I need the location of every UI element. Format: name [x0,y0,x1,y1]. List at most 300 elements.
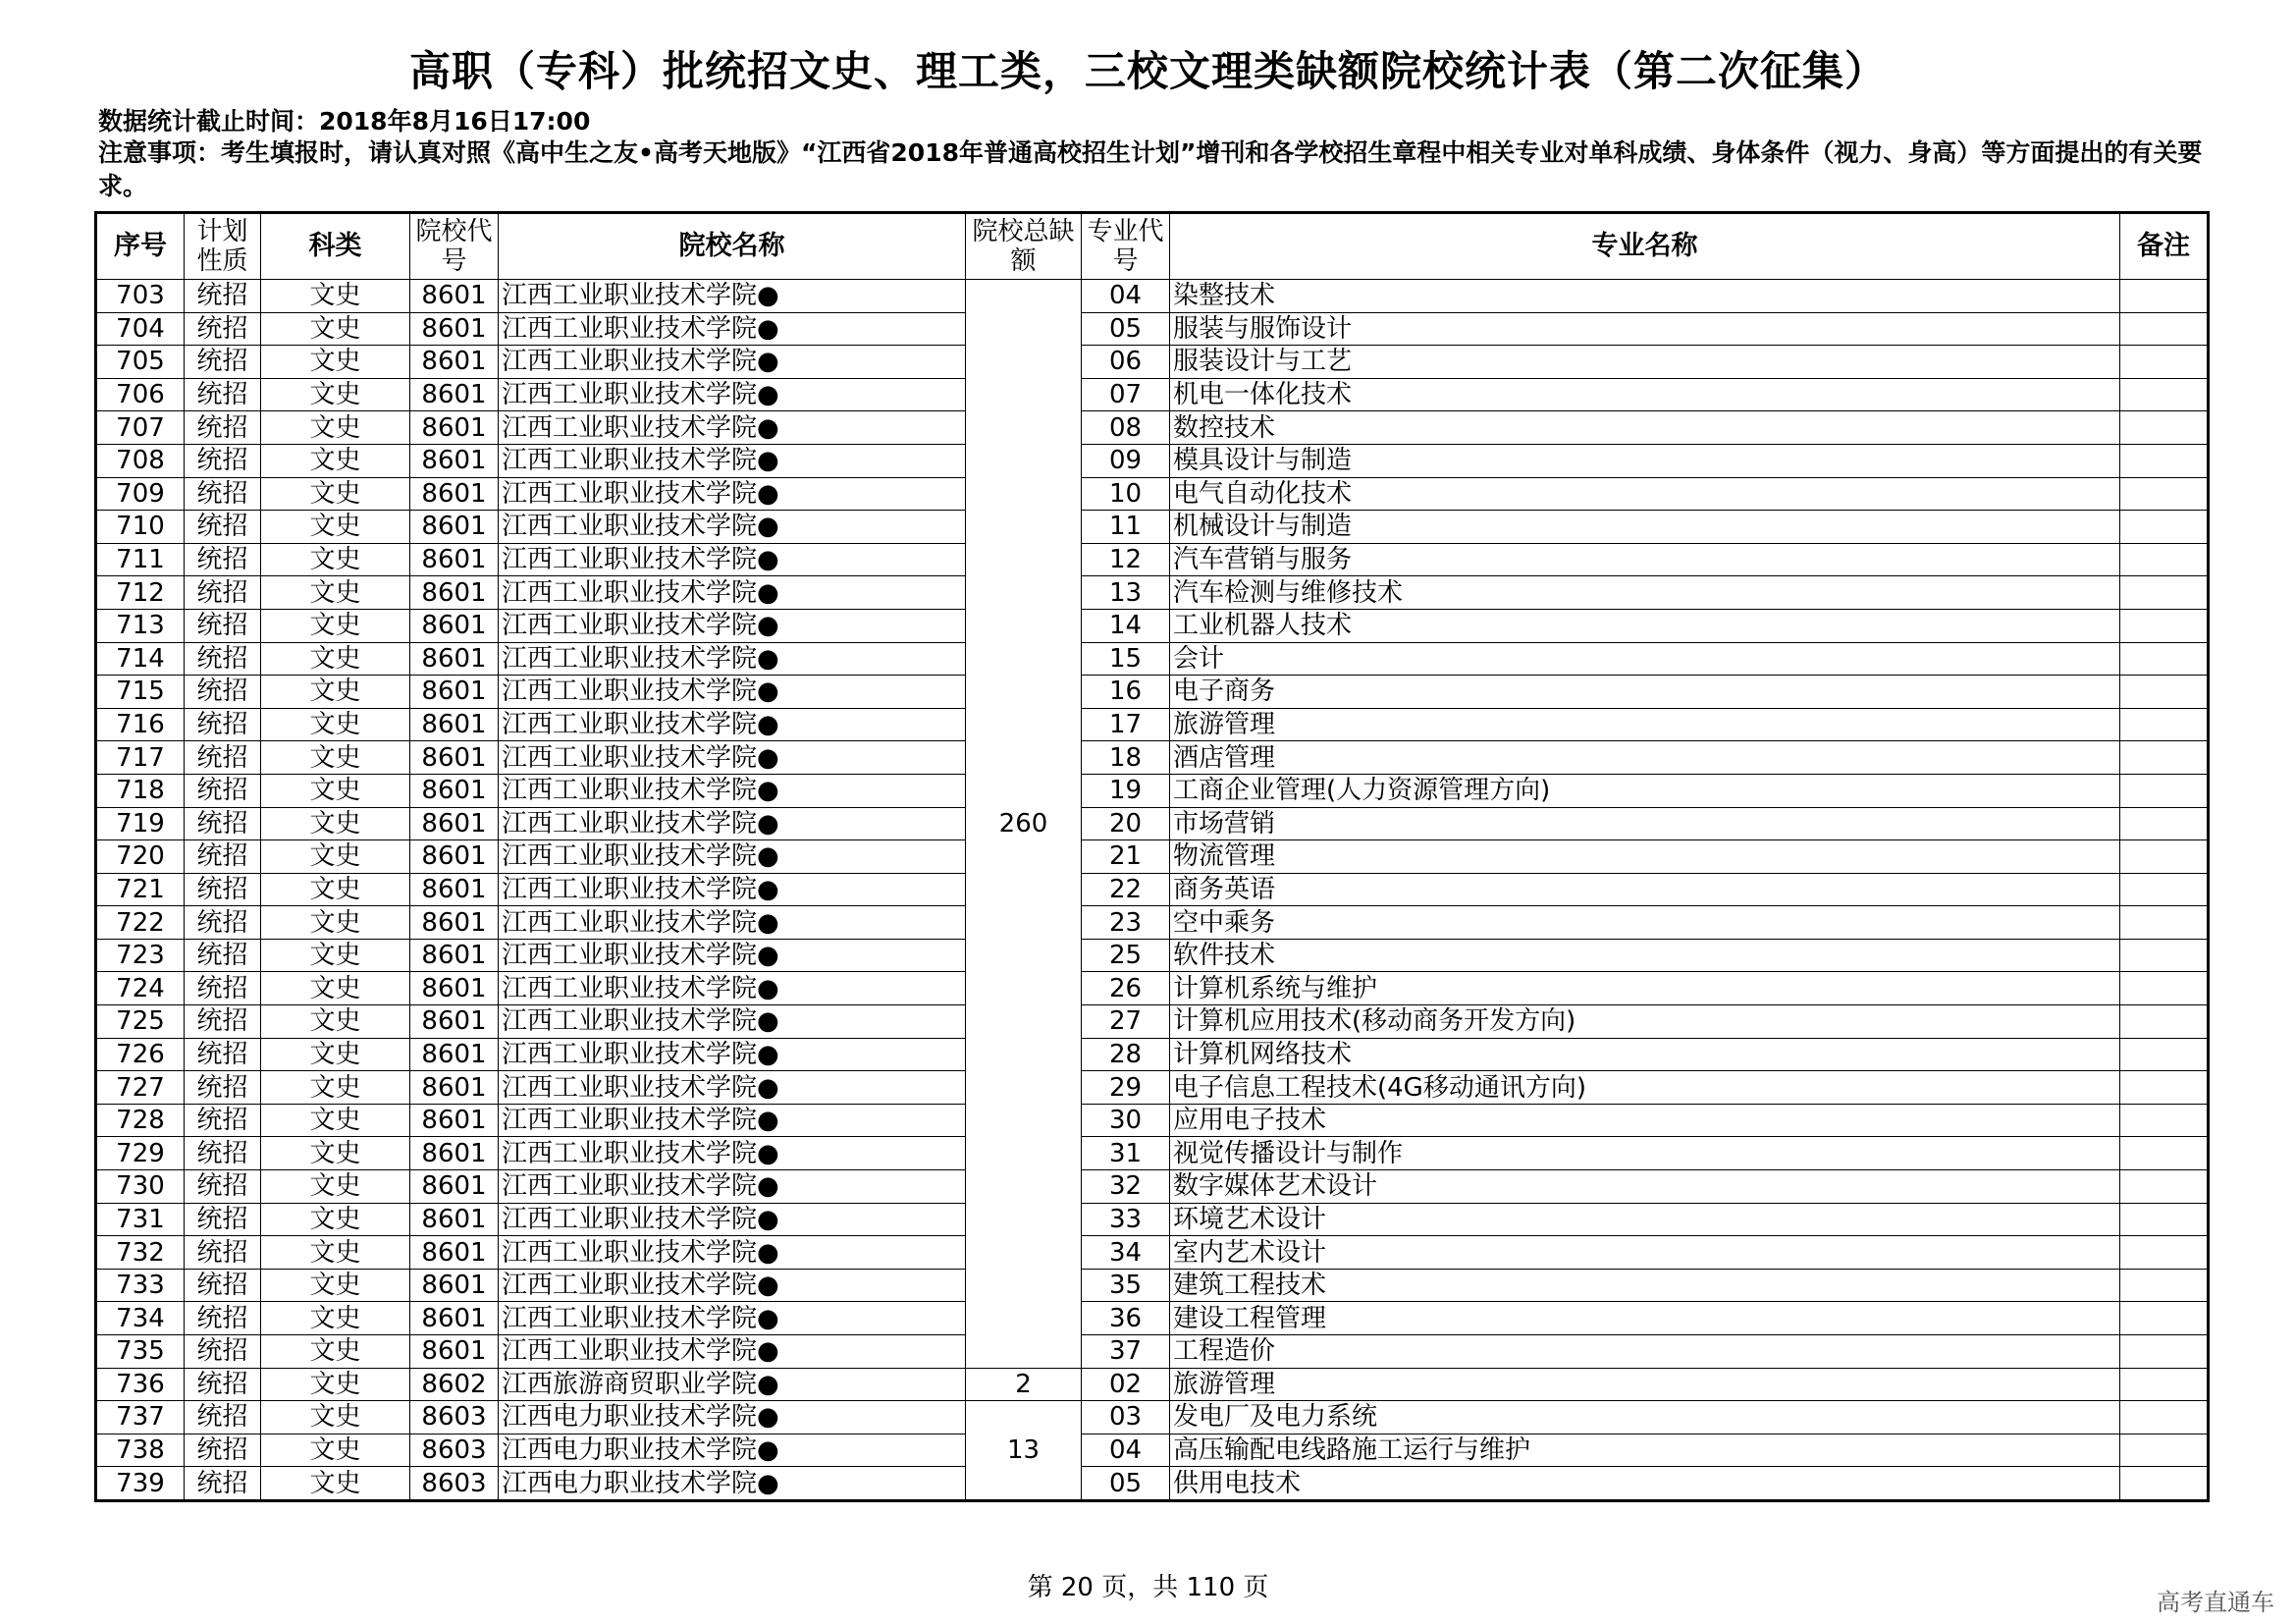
cell-school-name: 江西工业职业技术学院● [499,741,966,775]
cell-category: 文史 [261,444,410,477]
cell-school-name: 江西工业职业技术学院● [499,1137,966,1170]
cell-remarks [2120,1038,2209,1071]
cell-remarks [2120,807,2209,840]
cell-school-name: 江西电力职业技术学院● [499,1434,966,1467]
cell-seq: 719 [96,807,185,840]
cell-major-name: 汽车营销与服务 [1170,543,2120,576]
cell-remarks [2120,1467,2209,1501]
cell-category: 文史 [261,477,410,511]
cell-remarks [2120,1137,2209,1170]
cell-major-name: 酒店管理 [1170,741,2120,775]
cell-school-code: 8601 [410,543,499,576]
cell-seq: 716 [96,708,185,741]
cell-category: 文史 [261,609,410,642]
cell-remarks [2120,1368,2209,1401]
cell-school-vacancy: 2 [966,1368,1082,1401]
cell-school-code: 8601 [410,1005,499,1039]
cell-seq: 717 [96,741,185,775]
cell-major-code: 33 [1082,1203,1170,1236]
cell-remarks [2120,1401,2209,1435]
header-school-name: 院校名称 [499,213,966,280]
cell-plan-type: 统招 [185,1434,261,1467]
header-major-code: 专业代号 [1082,213,1170,280]
cell-major-name: 旅游管理 [1170,1368,2120,1401]
cell-school-name: 江西工业职业技术学院● [499,576,966,610]
page-title: 高职（专科）批统招文史、理工类，三校文理类缺额院校统计表（第二次征集） [408,47,1887,95]
table-row [96,511,2209,544]
header-school-vacancy: 院校总缺额 [966,213,1082,280]
cell-category: 文史 [261,1071,410,1105]
cell-plan-type: 统招 [185,1467,261,1501]
cell-seq: 732 [96,1236,185,1270]
table-row [96,840,2209,874]
cell-major-code: 18 [1082,741,1170,775]
cell-school-name: 江西工业职业技术学院● [499,511,966,544]
cell-major-name: 高压输配电线路施工运行与维护 [1170,1434,2120,1467]
cell-major-code: 13 [1082,576,1170,610]
table-row [96,280,2209,313]
cell-remarks [2120,444,2209,477]
cell-seq: 705 [96,346,185,379]
cell-remarks [2120,873,2209,906]
cell-major-code: 29 [1082,1071,1170,1105]
cell-remarks [2120,280,2209,313]
cell-category: 文史 [261,873,410,906]
cell-major-code: 32 [1082,1170,1170,1204]
cell-school-name: 江西工业职业技术学院● [499,477,966,511]
cell-major-code: 15 [1082,642,1170,676]
cell-school-name: 江西工业职业技术学院● [499,609,966,642]
cell-remarks [2120,378,2209,411]
header-seq: 序号 [96,213,185,280]
cell-school-code: 8601 [410,642,499,676]
cell-school-name: 江西旅游商贸职业学院● [499,1368,966,1401]
cell-category: 文史 [261,1401,410,1435]
header-plan-type: 计划性质 [185,213,261,280]
cell-major-code: 17 [1082,708,1170,741]
header-category: 科类 [261,213,410,280]
cell-remarks [2120,543,2209,576]
cell-major-name: 电子商务 [1170,676,2120,709]
cell-major-code: 05 [1082,312,1170,346]
cell-school-vacancy: 260 [966,280,1082,1369]
cell-remarks [2120,477,2209,511]
cell-seq: 729 [96,1137,185,1170]
cell-plan-type: 统招 [185,312,261,346]
cell-seq: 726 [96,1038,185,1071]
cell-school-code: 8601 [410,511,499,544]
cell-plan-type: 统招 [185,1368,261,1401]
cell-category: 文史 [261,939,410,972]
cell-plan-type: 统招 [185,444,261,477]
table-row [96,1038,2209,1071]
cell-category: 文史 [261,1170,410,1204]
cell-school-vacancy: 13 [966,1401,1082,1501]
cell-major-name: 服装与服饰设计 [1170,312,2120,346]
cell-plan-type: 统招 [185,642,261,676]
table-row [96,939,2209,972]
table-row [96,1104,2209,1137]
cell-major-name: 软件技术 [1170,939,2120,972]
cell-remarks [2120,1335,2209,1369]
cell-major-code: 08 [1082,411,1170,445]
cell-seq: 728 [96,1104,185,1137]
cell-major-code: 22 [1082,873,1170,906]
cell-remarks [2120,642,2209,676]
cell-school-code: 8603 [410,1434,499,1467]
cell-seq: 720 [96,840,185,874]
cell-seq: 733 [96,1269,185,1302]
cell-plan-type: 统招 [185,378,261,411]
cell-category: 文史 [261,807,410,840]
cell-major-name: 工业机器人技术 [1170,609,2120,642]
cell-major-name: 模具设计与制造 [1170,444,2120,477]
header-remarks: 备注 [2120,213,2209,280]
table-row [96,676,2209,709]
cell-major-code: 21 [1082,840,1170,874]
table-row [96,378,2209,411]
cell-major-code: 28 [1082,1038,1170,1071]
cell-major-name: 旅游管理 [1170,708,2120,741]
table-row [96,708,2209,741]
cell-school-name: 江西工业职业技术学院● [499,939,966,972]
cell-seq: 738 [96,1434,185,1467]
cell-seq: 703 [96,280,185,313]
cell-plan-type: 统招 [185,1302,261,1335]
cell-major-name: 机电一体化技术 [1170,378,2120,411]
cell-plan-type: 统招 [185,411,261,445]
cell-remarks [2120,346,2209,379]
cell-major-name: 计算机系统与维护 [1170,972,2120,1005]
cell-school-name: 江西工业职业技术学院● [499,1104,966,1137]
cell-remarks [2120,939,2209,972]
cell-school-code: 8601 [410,609,499,642]
cell-school-code: 8601 [410,1335,499,1369]
cell-school-code: 8601 [410,906,499,940]
table-row [96,873,2209,906]
cell-school-code: 8601 [410,576,499,610]
cell-seq: 711 [96,543,185,576]
cell-major-code: 10 [1082,477,1170,511]
cell-category: 文史 [261,1368,410,1401]
cell-school-name: 江西工业职业技术学院● [499,1071,966,1105]
cell-school-name: 江西工业职业技术学院● [499,1335,966,1369]
cell-seq: 730 [96,1170,185,1204]
cell-remarks [2120,576,2209,610]
cell-school-code: 8601 [410,1269,499,1302]
cell-school-name: 江西工业职业技术学院● [499,873,966,906]
header-school-code: 院校代号 [410,213,499,280]
cell-plan-type: 统招 [185,840,261,874]
cell-major-name: 商务英语 [1170,873,2120,906]
cell-seq: 707 [96,411,185,445]
cell-major-code: 34 [1082,1236,1170,1270]
cell-major-code: 20 [1082,807,1170,840]
cell-seq: 739 [96,1467,185,1501]
cell-seq: 736 [96,1368,185,1401]
cell-plan-type: 统招 [185,543,261,576]
cell-major-code: 04 [1082,1434,1170,1467]
cell-school-name: 江西工业职业技术学院● [499,1038,966,1071]
cell-school-code: 8603 [410,1467,499,1501]
cell-major-name: 物流管理 [1170,840,2120,874]
cell-school-name: 江西工业职业技术学院● [499,807,966,840]
cell-school-name: 江西工业职业技术学院● [499,444,966,477]
cell-school-code: 8601 [410,1071,499,1105]
cell-school-code: 8601 [410,676,499,709]
cell-major-code: 31 [1082,1137,1170,1170]
cell-school-code: 8601 [410,1203,499,1236]
cell-category: 文史 [261,511,410,544]
cell-seq: 724 [96,972,185,1005]
cell-major-name: 视觉传播设计与制作 [1170,1137,2120,1170]
cell-seq: 722 [96,906,185,940]
cell-plan-type: 统招 [185,1269,261,1302]
table-row [96,477,2209,511]
cell-category: 文史 [261,972,410,1005]
table-row [96,972,2209,1005]
cell-major-name: 电子信息工程技术(4G移动通讯方向) [1170,1071,2120,1105]
cell-school-code: 8601 [410,708,499,741]
cell-plan-type: 统招 [185,1038,261,1071]
cell-remarks [2120,676,2209,709]
cell-major-name: 电气自动化技术 [1170,477,2120,511]
cell-major-code: 14 [1082,609,1170,642]
cell-school-code: 8603 [410,1401,499,1435]
table-row [96,1137,2209,1170]
cell-major-name: 供用电技术 [1170,1467,2120,1501]
cell-school-code: 8601 [410,741,499,775]
cell-remarks [2120,972,2209,1005]
cell-seq: 718 [96,774,185,807]
cell-school-code: 8601 [410,1302,499,1335]
cell-plan-type: 统招 [185,906,261,940]
table-row [96,1005,2209,1039]
cell-category: 文史 [261,1104,410,1137]
cell-school-name: 江西工业职业技术学院● [499,1170,966,1204]
cell-major-name: 机械设计与制造 [1170,511,2120,544]
cell-plan-type: 统招 [185,1104,261,1137]
cell-school-name: 江西电力职业技术学院● [499,1467,966,1501]
cell-plan-type: 统招 [185,972,261,1005]
cell-category: 文史 [261,1467,410,1501]
cell-category: 文史 [261,642,410,676]
cell-seq: 713 [96,609,185,642]
table-row [96,1467,2209,1501]
cell-major-name: 应用电子技术 [1170,1104,2120,1137]
cell-remarks [2120,1104,2209,1137]
cell-plan-type: 统招 [185,1236,261,1270]
cell-seq: 708 [96,444,185,477]
cell-major-code: 25 [1082,939,1170,972]
cell-major-code: 05 [1082,1467,1170,1501]
cell-plan-type: 统招 [185,741,261,775]
cell-major-name: 发电厂及电力系统 [1170,1401,2120,1435]
cell-plan-type: 统招 [185,1137,261,1170]
cell-school-name: 江西工业职业技术学院● [499,642,966,676]
cell-plan-type: 统招 [185,576,261,610]
cell-seq: 723 [96,939,185,972]
cell-major-code: 27 [1082,1005,1170,1039]
cell-major-name: 空中乘务 [1170,906,2120,940]
cell-major-code: 12 [1082,543,1170,576]
cell-category: 文史 [261,708,410,741]
cell-major-name: 工程造价 [1170,1335,2120,1369]
cell-school-name: 江西工业职业技术学院● [499,708,966,741]
cell-school-name: 江西工业职业技术学院● [499,840,966,874]
cell-seq: 727 [96,1071,185,1105]
cell-seq: 715 [96,676,185,709]
cell-remarks [2120,1269,2209,1302]
cell-major-code: 16 [1082,676,1170,709]
cell-seq: 706 [96,378,185,411]
cell-school-code: 8601 [410,1236,499,1270]
cell-category: 文史 [261,346,410,379]
cell-school-code: 8602 [410,1368,499,1401]
table-row [96,1401,2209,1435]
cell-school-code: 8601 [410,972,499,1005]
cell-plan-type: 统招 [185,1203,261,1236]
cell-category: 文史 [261,1137,410,1170]
watermark-text: 高考直通车 [2157,1589,2274,1616]
cell-plan-type: 统招 [185,1071,261,1105]
cell-school-code: 8601 [410,411,499,445]
cell-major-code: 35 [1082,1269,1170,1302]
cell-plan-type: 统招 [185,609,261,642]
cell-major-code: 26 [1082,972,1170,1005]
cell-school-name: 江西工业职业技术学院● [499,411,966,445]
deadline-text: 数据统计截止时间：2018年8月16日17:00 [98,107,591,135]
cell-remarks [2120,1170,2209,1204]
cell-category: 文史 [261,1335,410,1369]
cell-school-name: 江西工业职业技术学院● [499,906,966,940]
vacancy-table [94,211,2210,1502]
table-row [96,576,2209,610]
cell-major-code: 36 [1082,1302,1170,1335]
table-row [96,1071,2209,1105]
cell-major-code: 06 [1082,346,1170,379]
cell-seq: 725 [96,1005,185,1039]
cell-plan-type: 统招 [185,676,261,709]
cell-category: 文史 [261,1203,410,1236]
cell-school-code: 8601 [410,1170,499,1204]
cell-seq: 704 [96,312,185,346]
cell-major-name: 数字媒体艺术设计 [1170,1170,2120,1204]
cell-plan-type: 统招 [185,708,261,741]
cell-major-name: 服装设计与工艺 [1170,346,2120,379]
table-row [96,411,2209,445]
cell-seq: 734 [96,1302,185,1335]
cell-major-name: 室内艺术设计 [1170,1236,2120,1270]
cell-seq: 709 [96,477,185,511]
cell-seq: 731 [96,1203,185,1236]
cell-major-code: 04 [1082,280,1170,313]
cell-plan-type: 统招 [185,1170,261,1204]
cell-remarks [2120,511,2209,544]
table-row [96,774,2209,807]
cell-school-code: 8601 [410,312,499,346]
cell-major-name: 环境艺术设计 [1170,1203,2120,1236]
table-row [96,1434,2209,1467]
cell-major-name: 建设工程管理 [1170,1302,2120,1335]
table-row [96,444,2209,477]
cell-plan-type: 统招 [185,774,261,807]
cell-remarks [2120,1302,2209,1335]
cell-remarks [2120,312,2209,346]
cell-plan-type: 统招 [185,1335,261,1369]
cell-major-name: 计算机应用技术(移动商务开发方向) [1170,1005,2120,1039]
table-body [96,280,2209,1501]
cell-remarks [2120,1434,2209,1467]
cell-plan-type: 统招 [185,346,261,379]
cell-remarks [2120,708,2209,741]
cell-school-code: 8601 [410,346,499,379]
table-row [96,741,2209,775]
cell-major-name: 汽车检测与维修技术 [1170,576,2120,610]
table-row [96,1335,2209,1369]
cell-plan-type: 统招 [185,939,261,972]
cell-seq: 714 [96,642,185,676]
table-header-row [96,213,2209,280]
cell-school-code: 8601 [410,807,499,840]
cell-school-name: 江西工业职业技术学院● [499,1236,966,1270]
cell-major-code: 09 [1082,444,1170,477]
table-row [96,609,2209,642]
cell-school-name: 江西工业职业技术学院● [499,543,966,576]
cell-major-code: 23 [1082,906,1170,940]
table-row [96,807,2209,840]
cell-seq: 737 [96,1401,185,1435]
cell-plan-type: 统招 [185,1401,261,1435]
cell-major-code: 02 [1082,1368,1170,1401]
table-row [96,1302,2209,1335]
cell-school-code: 8601 [410,774,499,807]
cell-major-name: 数控技术 [1170,411,2120,445]
cell-category: 文史 [261,676,410,709]
table-row [96,642,2209,676]
cell-major-name: 工商企业管理(人力资源管理方向) [1170,774,2120,807]
table-row [96,346,2209,379]
cell-remarks [2120,1236,2209,1270]
cell-school-name: 江西工业职业技术学院● [499,1203,966,1236]
cell-remarks [2120,609,2209,642]
cell-school-name: 江西工业职业技术学院● [499,676,966,709]
cell-remarks [2120,840,2209,874]
cell-school-name: 江西工业职业技术学院● [499,1302,966,1335]
cell-plan-type: 统招 [185,873,261,906]
cell-major-name: 市场营销 [1170,807,2120,840]
cell-category: 文史 [261,280,410,313]
table-row [96,1203,2209,1236]
cell-school-code: 8601 [410,1104,499,1137]
cell-school-name: 江西工业职业技术学院● [499,1269,966,1302]
cell-school-code: 8601 [410,1137,499,1170]
cell-seq: 721 [96,873,185,906]
cell-category: 文史 [261,1005,410,1039]
cell-plan-type: 统招 [185,477,261,511]
notes-text: 注意事项：考生填报时，请认真对照《高中生之友•高考天地版》“江西省2018年普通高校招生计划”增刊和各学校招生章程中相关专业对单科成绩、身体条件（视力、身高）等方面提出的有关要求。 [98,138,2203,200]
cell-school-code: 8601 [410,444,499,477]
cell-school-code: 8601 [410,1038,499,1071]
cell-school-name: 江西工业职业技术学院● [499,312,966,346]
cell-category: 文史 [261,906,410,940]
cell-remarks [2120,774,2209,807]
cell-remarks [2120,741,2209,775]
cell-major-name: 染整技术 [1170,280,2120,313]
table-row [96,906,2209,940]
cell-category: 文史 [261,1038,410,1071]
table-row [96,1368,2209,1401]
